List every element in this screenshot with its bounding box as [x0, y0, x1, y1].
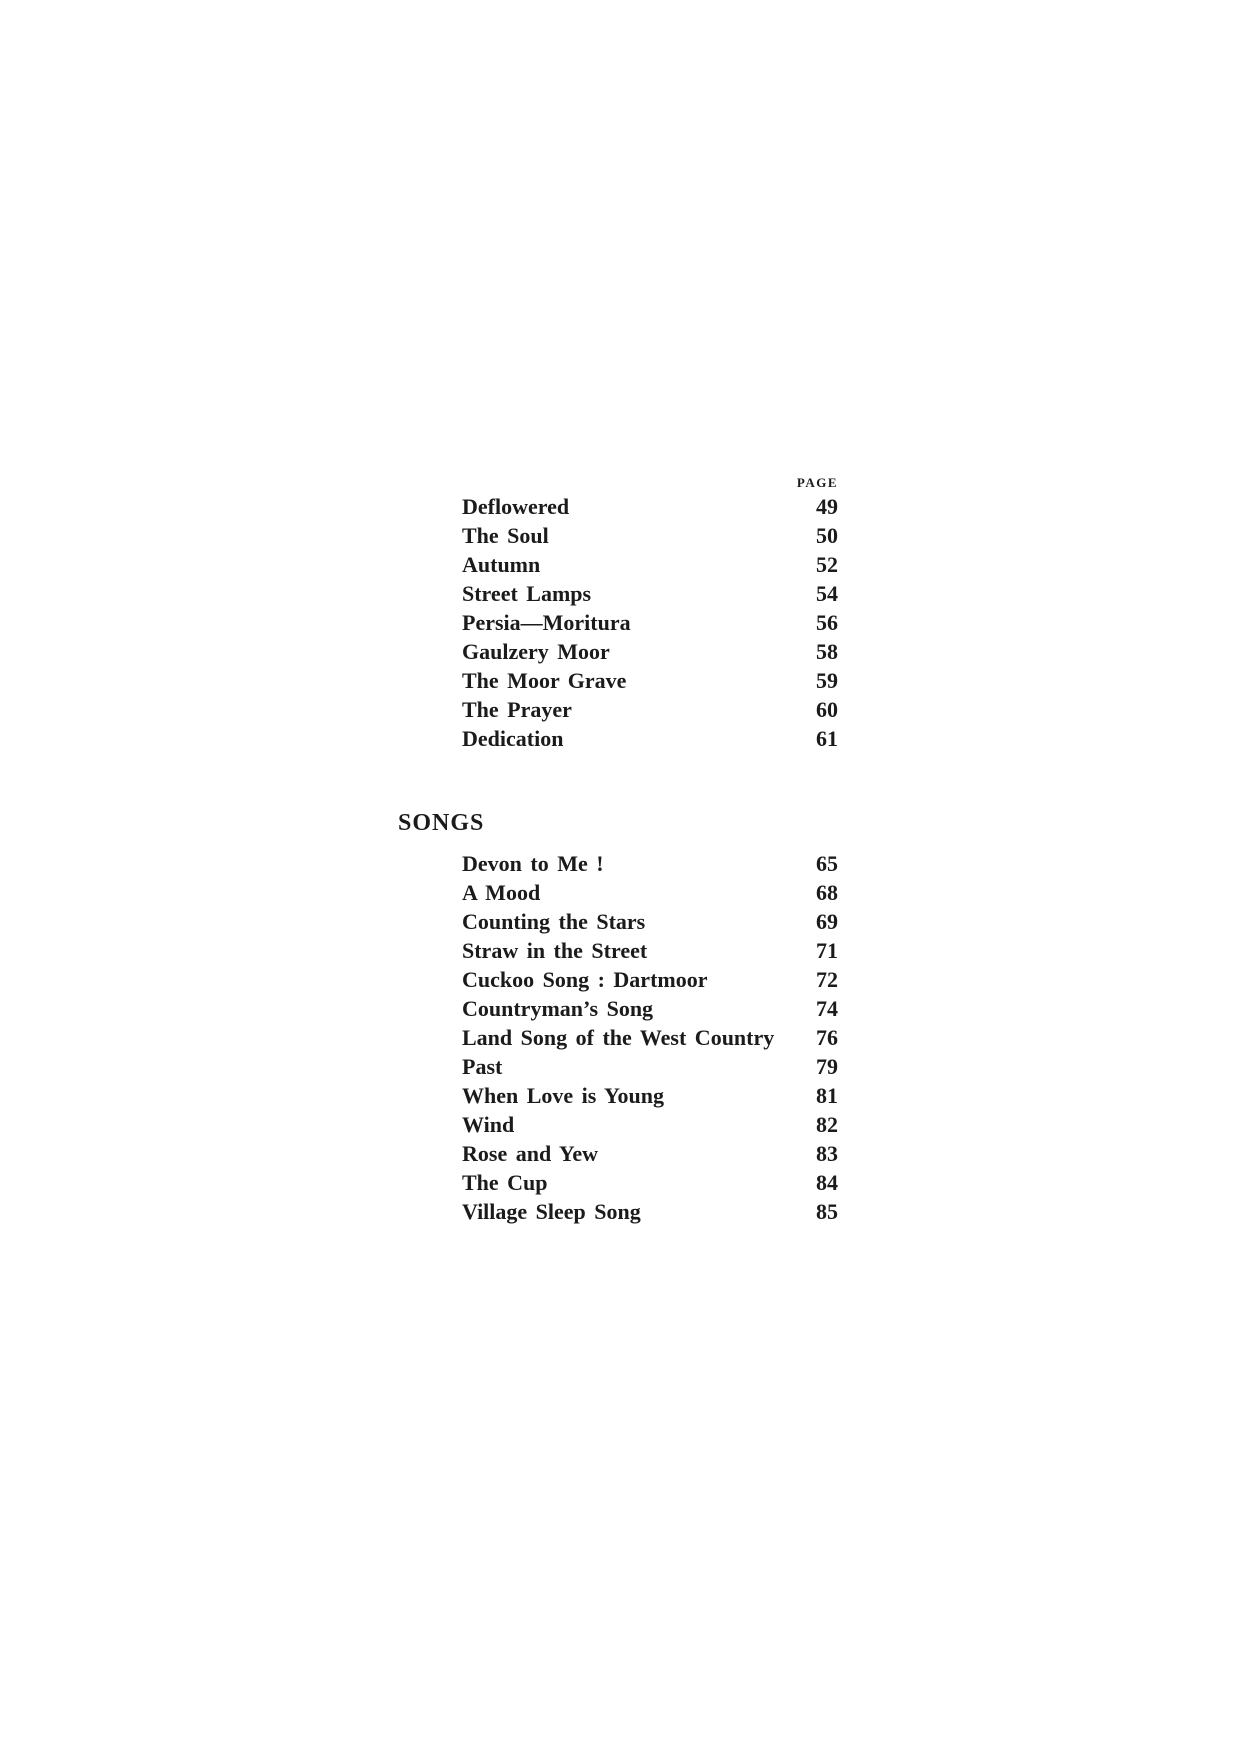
- toc-entry-page-number: 84: [816, 1170, 838, 1195]
- toc-entry: [462, 724, 838, 753]
- toc-entry-page-number: 65: [816, 851, 838, 876]
- toc-entry: [462, 1023, 838, 1052]
- section-heading-songs: SONGS: [398, 810, 485, 836]
- toc-entry-title: Dedication: [462, 726, 564, 751]
- toc-entry-page-number: 61: [816, 726, 838, 751]
- toc-entry-page-number: 71: [816, 938, 838, 963]
- toc-entry-title: Cuckoo Song : Dartmoor: [462, 967, 708, 992]
- toc-entry: [462, 637, 838, 666]
- toc-entry: [462, 1197, 838, 1226]
- toc-entry: [462, 994, 838, 1023]
- toc-entry-page-number: 85: [816, 1199, 838, 1224]
- toc-entry-title: Rose and Yew: [462, 1141, 598, 1166]
- toc-entry: [462, 907, 838, 936]
- toc-entry: [462, 1081, 838, 1110]
- toc-entry-title: When Love is Young: [462, 1083, 664, 1108]
- toc-entry-title: Autumn: [462, 552, 541, 577]
- toc-entry-page-number: 69: [816, 909, 838, 934]
- toc-entry-page-number: 54: [816, 581, 838, 606]
- toc-entry-title: The Prayer: [462, 697, 572, 722]
- toc-entry-page-number: 49: [816, 494, 838, 519]
- toc-entry-page-number: 50: [816, 523, 838, 548]
- songs-entry-list: [398, 849, 838, 1226]
- toc-entry: [462, 550, 838, 579]
- toc-entry: [462, 579, 838, 608]
- toc-entry-page-number: 79: [816, 1054, 838, 1079]
- toc-entry-title: Village Sleep Song: [462, 1199, 641, 1224]
- toc-entry-page-number: 68: [816, 880, 838, 905]
- toc-entry-title: Straw in the Street: [462, 938, 648, 963]
- toc-entry-title: Gaulzery Moor: [462, 639, 610, 664]
- table-of-contents: [398, 474, 838, 1226]
- toc-entry-title: The Cup: [462, 1170, 548, 1195]
- poems-entry-list: [398, 492, 838, 753]
- toc-entry: [462, 695, 838, 724]
- toc-entry-title: A Mood: [462, 880, 541, 905]
- toc-entry: [462, 965, 838, 994]
- toc-entry-title: Past: [462, 1054, 503, 1079]
- toc-entry-page-number: 74: [816, 996, 838, 1021]
- toc-entry-page-number: 81: [816, 1083, 838, 1108]
- toc-entry-page-number: 76: [816, 1025, 838, 1050]
- toc-entry: [462, 1110, 838, 1139]
- toc-entry-title: Devon to Me !: [462, 851, 604, 876]
- toc-entry-page-number: 58: [816, 639, 838, 664]
- toc-entry: [462, 666, 838, 695]
- toc-entry-page-number: 52: [816, 552, 838, 577]
- toc-entry: [462, 849, 838, 878]
- toc-entry-page-number: 83: [816, 1141, 838, 1166]
- toc-entry: [462, 1139, 838, 1168]
- toc-entry: [462, 608, 838, 637]
- toc-entry: [462, 492, 838, 521]
- toc-entry-title: Countryman’s Song: [462, 996, 654, 1021]
- toc-entry-title: The Soul: [462, 523, 549, 548]
- toc-entry-page-number: 82: [816, 1112, 838, 1137]
- toc-entry: [462, 878, 838, 907]
- toc-entry-title: Land Song of the West Country: [462, 1025, 775, 1050]
- toc-entry-page-number: 56: [816, 610, 838, 635]
- toc-entry-title: Wind: [462, 1112, 515, 1137]
- toc-entry-title: Persia—Moritura: [462, 610, 631, 635]
- toc-entry-title: Deflowered: [462, 494, 570, 519]
- toc-entry-title: The Moor Grave: [462, 668, 627, 693]
- toc-entry: [462, 936, 838, 965]
- toc-entry: [462, 1168, 838, 1197]
- toc-entry-page-number: 60: [816, 697, 838, 722]
- toc-entry-page-number: 72: [816, 967, 838, 992]
- toc-entry-title: Street Lamps: [462, 581, 592, 606]
- toc-entry-title: Counting the Stars: [462, 909, 646, 934]
- toc-entry: [462, 1052, 838, 1081]
- toc-entry: [462, 521, 838, 550]
- toc-entry-page-number: 59: [816, 668, 838, 693]
- page-column-header: PAGE: [796, 475, 838, 490]
